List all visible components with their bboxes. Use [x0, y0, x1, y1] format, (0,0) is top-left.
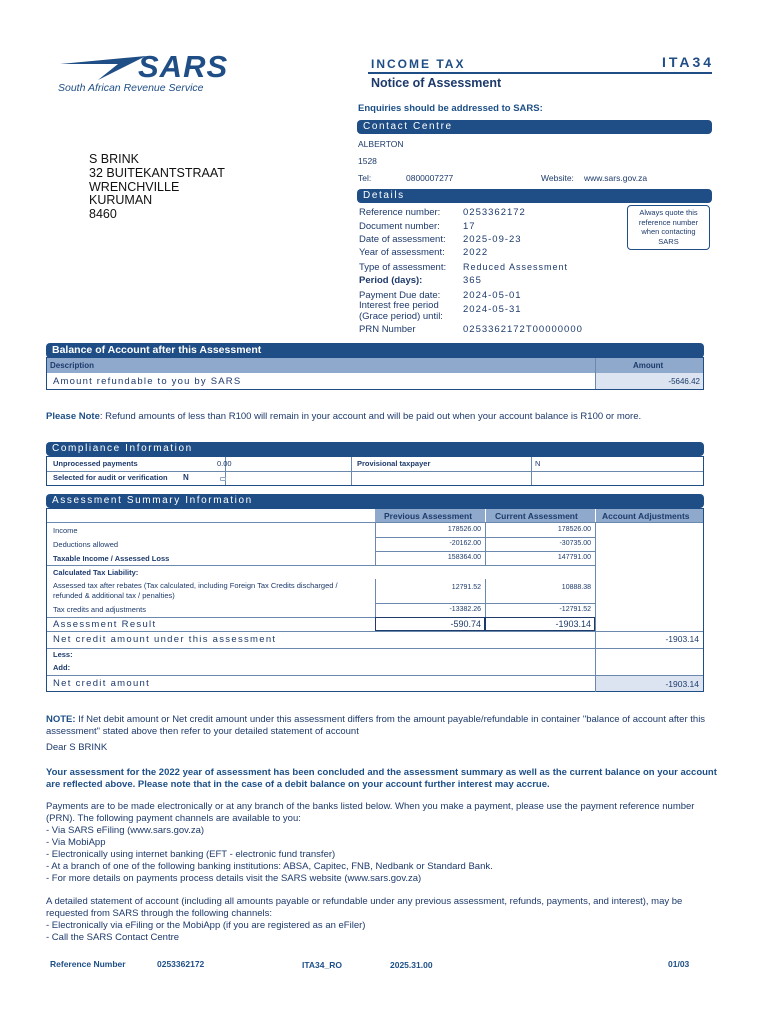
compliance-col-divider	[351, 457, 352, 485]
footer-page-number: 01/03	[668, 959, 690, 969]
form-title: INCOME TAX	[371, 57, 466, 71]
form-code: ITA34	[662, 54, 715, 70]
detail-value: 2025-09-23	[463, 234, 522, 245]
statement-channel: - Call the SARS Contact Centre	[46, 932, 180, 943]
payment-channel: - Electronically using internet banking (EFT - electronic fund transfer)	[46, 849, 336, 860]
detail-value: 17	[463, 221, 476, 232]
payment-channel: - For more details on payments process details visit the SARS website (www.sars.gov.za)	[46, 873, 422, 884]
taxable-income-label: Taxable Income / Assessed Loss	[53, 554, 170, 563]
net-credit-adj: -1903.14	[665, 679, 699, 689]
note-para	[46, 714, 722, 738]
compliance-heading: Compliance Information	[52, 443, 193, 454]
sars-logo-wordmark: SARS	[138, 49, 229, 84]
address-line: 8460	[89, 207, 117, 222]
assessment-concluded-para: Your assessment for the 2022 year of assessment has been concluded and the assessment summary as well as the current balance on your account are reflected above. Please note that in the case of a debit balance on your account further interest may accrue.	[46, 767, 717, 790]
contact-centre-bar	[357, 120, 712, 134]
enquiries-text: Enquiries should be addressed to SARS:	[358, 103, 543, 114]
address-line: S BRINK	[89, 152, 140, 166]
unprocessed-label: Unprocessed payments	[53, 459, 138, 468]
provisional-value: N	[535, 459, 541, 468]
contact-centre-heading: Contact Centre	[363, 121, 453, 132]
summary-col-curr-label: Current Assessment	[495, 511, 578, 521]
tax-credits-prev: -13382.26	[449, 606, 481, 613]
payment-channel: - Via MobiApp	[46, 837, 106, 848]
detail-label: Period (days):	[359, 275, 423, 286]
net-credit-under-adj: -1903.14	[665, 634, 699, 644]
statement-intro: A detailed statement of account (including all amounts payable or refundable under any previous assessment, refunds, payments, and interest), may be requested from SARS through the following channels:	[46, 896, 683, 919]
income-label: Income	[53, 526, 78, 535]
summary-row-divider	[47, 631, 703, 632]
income-prev: 178526.00	[447, 526, 481, 533]
income-curr: 178526.00	[557, 526, 591, 533]
detail-value: Reduced Assessment	[463, 262, 569, 272]
audit-checkbox-icon	[220, 477, 226, 481]
contact-line1: ALBERTON	[358, 139, 404, 149]
reference-note-text: Always quote this reference number when contacting SARS	[638, 208, 699, 246]
note-text: If Net debit amount or Net credit amount under this assessment differs from the amount payable/refundable in container "balance of account after this assessment" stated above then refer to your detailed statement of account	[46, 714, 706, 737]
detail-value: 0253362172T00000000	[463, 324, 583, 335]
compliance-bar	[46, 442, 704, 456]
detail-value: 0253362172	[463, 207, 526, 218]
detail-label: PRN Number	[359, 324, 416, 335]
details-heading: Details	[363, 190, 405, 201]
detail-label: Date of assessment:	[359, 234, 446, 245]
assessment-result-curr: -1903.14	[555, 619, 591, 629]
rebates-label: Assessed tax after rebates (Tax calculated, including Foreign Tax Credits discharged / refunded & additional tax / penalties)	[53, 581, 338, 600]
footer-form-code: ITA34_RO	[302, 960, 342, 970]
detail-label: Document number:	[359, 221, 440, 232]
calculated-tax-label: Calculated Tax Liability:	[53, 568, 139, 577]
detail-value: 2024-05-01	[463, 290, 522, 301]
summary-row-divider	[375, 603, 595, 604]
please-note-para	[46, 411, 722, 423]
less-label: Less:	[53, 650, 73, 659]
compliance-col-divider	[531, 457, 532, 485]
detail-label: Interest free period (Grace period) until:	[359, 300, 443, 322]
balance-heading: Balance of Account after this Assessment	[52, 344, 262, 356]
detail-label: Year of assessment:	[359, 247, 445, 258]
summary-heading: Assessment Summary Information	[52, 495, 253, 506]
footer-ref: 0253362172	[157, 959, 205, 969]
balance-row-label: Amount refundable to you by SARS	[53, 376, 242, 387]
balance-row-amount: -5646.42	[668, 377, 700, 386]
assessment-result-label: Assessment Result	[53, 619, 157, 630]
please-note-text: : Refund amounts of less than R100 will remain in your account and will be paid out when your account balance is R100 or more.	[99, 411, 642, 422]
rebates-prev: 12791.52	[451, 584, 481, 591]
summary-row-divider	[375, 551, 595, 552]
deductions-curr: -30735.00	[559, 540, 591, 547]
please-note-label: Please Note	[46, 411, 100, 422]
contact-line2: 1528	[358, 156, 377, 166]
detail-label: Reference number:	[359, 207, 441, 218]
recipient-address	[89, 153, 225, 222]
summary-bar	[46, 494, 704, 508]
summary-col-divider	[375, 522, 376, 565]
header-rule	[368, 72, 712, 74]
net-credit-under-label: Net credit amount under this assessment	[53, 634, 277, 645]
detail-label: Payment Due date:	[359, 290, 441, 301]
balance-col-description	[47, 358, 703, 373]
tax-credits-label: Tax credits and adjustments	[53, 605, 146, 614]
compliance-row-divider	[47, 471, 703, 472]
sars-logo-subtitle: South African Revenue Service	[58, 82, 204, 94]
summary-col-divider	[485, 579, 486, 617]
taxable-income-prev: 158364.00	[447, 554, 481, 561]
unprocessed-value: 0.00	[217, 459, 232, 468]
statement-para	[46, 896, 722, 944]
footer-ref-label: Reference Number	[50, 959, 126, 969]
reference-note-box	[627, 205, 710, 250]
payment-channel: - Via SARS eFiling (www.sars.gov.za)	[46, 825, 205, 836]
address-line: KURUMAN	[89, 193, 153, 208]
balance-table	[46, 357, 704, 390]
tel-label: Tel:	[358, 173, 372, 183]
deductions-prev: -20162.00	[449, 540, 481, 547]
balance-bar	[46, 343, 704, 358]
form-subtitle: Notice of Assessment	[371, 76, 502, 90]
balance-col-description-label: Description	[50, 361, 95, 370]
summary-row-divider	[47, 565, 595, 566]
taxable-income-curr: 147791.00	[557, 554, 591, 561]
summary-col-divider	[375, 579, 376, 617]
details-bar	[357, 189, 712, 203]
statement-channel: - Electronically via eFiling or the MobiApp (if you are registered as an eFiler)	[46, 920, 366, 931]
address-line: WRENCHVILLE	[89, 179, 180, 194]
provisional-label: Provisional taxpayer	[357, 459, 431, 468]
detail-value: 2024-05-31	[463, 304, 522, 315]
address-line: 32 BUITEKANTSTRAAT	[89, 165, 225, 180]
audit-label: Selected for audit or verification	[53, 473, 168, 482]
note-label: NOTE:	[46, 714, 76, 725]
payment-channel: - At a branch of one of the following banking institutions: ABSA, Capitec, FNB, Nedbank or Standard Bank.	[46, 861, 493, 872]
rebates-curr: 10888.38	[561, 584, 591, 591]
deductions-label: Deductions allowed	[53, 540, 119, 549]
salutation: Dear S BRINK	[46, 742, 108, 753]
detail-value: 2022	[463, 247, 489, 258]
payments-para	[46, 801, 722, 885]
summary-col-adj-label: Account Adjustments	[602, 511, 690, 521]
assessment-result-prev: -590.74	[450, 619, 481, 629]
add-label: Add:	[53, 663, 71, 672]
summary-table	[46, 508, 704, 692]
payments-intro: Payments are to be made electronically or at any branch of the banks listed below. When you make a payment, please use the payment reference number (PRN). The following payment channels are available to you:	[46, 801, 695, 824]
summary-col-prev-label: Previous Assessment	[384, 511, 473, 521]
tel-value: 0800007277	[406, 173, 454, 183]
website-link[interactable]: www.sars.gov.za	[584, 173, 648, 183]
sars-swoosh-icon	[58, 54, 148, 82]
summary-row-divider	[375, 537, 595, 538]
sars-logo	[56, 49, 256, 94]
summary-col-divider	[485, 522, 486, 565]
summary-row-divider	[47, 522, 703, 523]
summary-col-divider	[595, 522, 596, 692]
summary-row-divider	[47, 648, 703, 649]
website-label: Website:	[541, 173, 574, 183]
detail-value: 365	[463, 275, 482, 286]
balance-col-amount-label: Amount	[633, 361, 664, 370]
tax-credits-curr: -12791.52	[559, 606, 591, 613]
net-credit-label: Net credit amount	[53, 678, 151, 689]
audit-value: N	[183, 473, 189, 482]
footer-version: 2025.31.00	[390, 960, 433, 970]
detail-label: Type of assessment:	[359, 262, 447, 273]
compliance-table	[46, 456, 704, 486]
